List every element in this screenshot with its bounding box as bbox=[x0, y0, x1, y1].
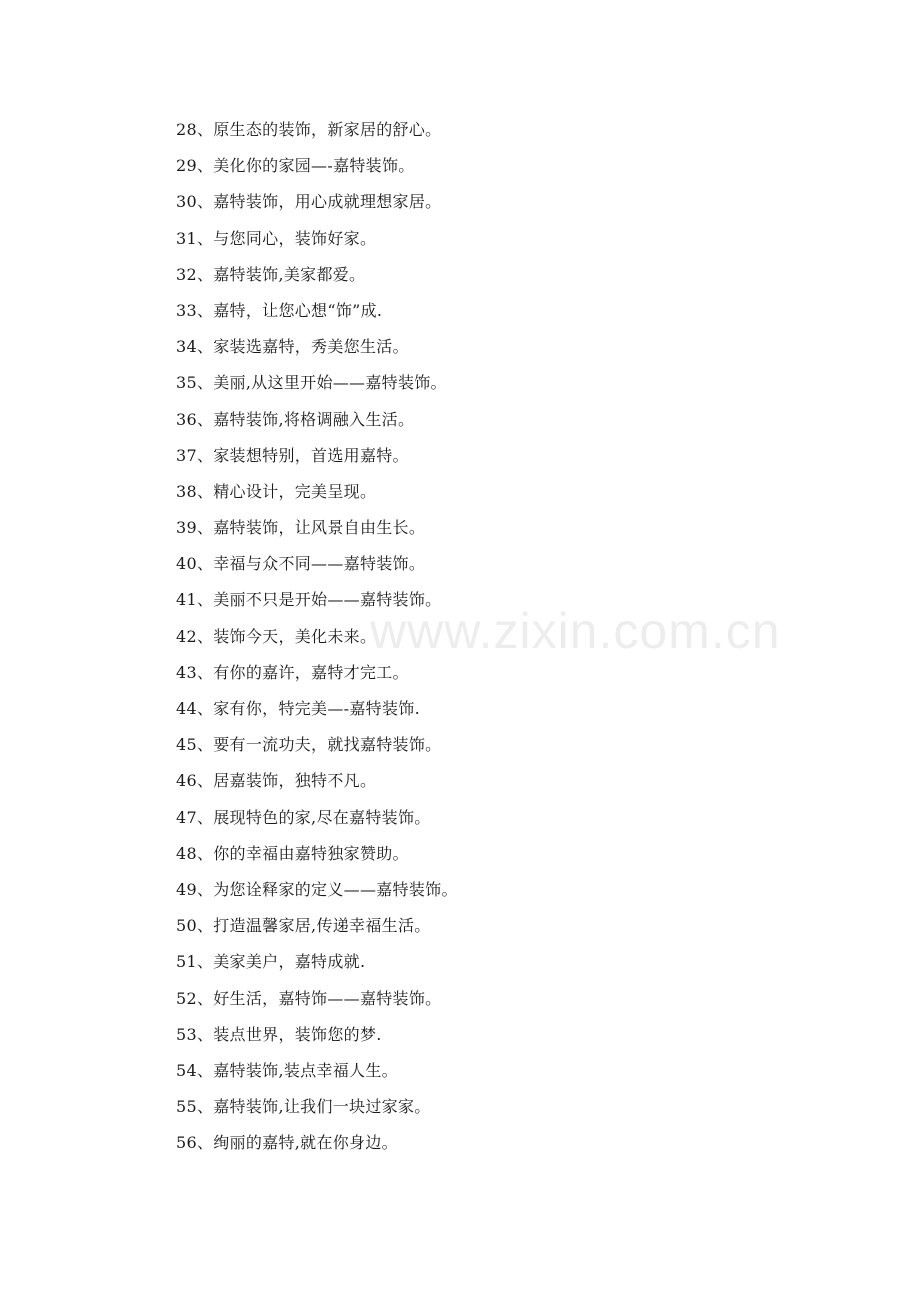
list-item: 30、嘉特装饰，用心成就理想家居。 bbox=[176, 192, 442, 212]
slogan-list bbox=[176, 117, 458, 1166]
list-item: 38、精心设计，完美呈现。 bbox=[176, 481, 377, 501]
list-item: 45、要有一流功夫，就找嘉特装饰。 bbox=[176, 735, 442, 755]
list-item: 29、美化你的家园—-嘉特装饰。 bbox=[176, 156, 415, 176]
list-item: 42、装饰今天，美化未来。 bbox=[176, 626, 377, 646]
watermark: www.zixin.com.cn bbox=[370, 603, 781, 659]
list-item: 33、嘉特，让您心想“饰”成. bbox=[176, 300, 383, 320]
list-item: 44、家有你，特完美—-嘉特装饰. bbox=[176, 699, 420, 718]
list-item: 39、嘉特装饰，让风景自由生长。 bbox=[176, 518, 426, 538]
list-item: 36、嘉特装饰,将格调融入生活。 bbox=[176, 409, 415, 429]
list-item: 47、展现特色的家,尽在嘉特装饰。 bbox=[176, 807, 431, 827]
list-item: 49、为您诠释家的定义——嘉特装饰。 bbox=[176, 879, 458, 899]
list-item: 31、与您同心，装饰好家。 bbox=[176, 228, 377, 248]
list-item: 41、美丽不只是开始——嘉特装饰。 bbox=[176, 590, 442, 610]
list-item: 32、嘉特装饰,美家都爱。 bbox=[176, 264, 366, 284]
list-item: 28、原生态的装饰，新家居的舒心。 bbox=[176, 120, 442, 139]
list-item: 50、打造温馨家居,传递幸福生活。 bbox=[176, 916, 431, 936]
list-item: 52、好生活，嘉特饰——嘉特装饰。 bbox=[176, 988, 442, 1008]
list-item: 40、幸福与众不同——嘉特装饰。 bbox=[176, 554, 426, 574]
list-item: 37、家装想特别，首选用嘉特。 bbox=[176, 445, 409, 465]
list-item: 53、装点世界，装饰您的梦. bbox=[176, 1024, 382, 1044]
list-item: 34、家装选嘉特，秀美您生活。 bbox=[176, 337, 409, 357]
list-item: 56、绚丽的嘉特,就在你身边。 bbox=[176, 1133, 398, 1153]
list-item: 43、有你的嘉许，嘉特才完工。 bbox=[176, 662, 409, 682]
list-item: 54、嘉特装饰,装点幸福人生。 bbox=[176, 1060, 398, 1080]
list-item: 35、美丽,从这里开始——嘉特装饰。 bbox=[176, 373, 447, 393]
list-item: 51、美家美户，嘉特成就. bbox=[176, 952, 366, 972]
list-item: 48、你的幸福由嘉特独家赞助。 bbox=[176, 843, 409, 863]
list-item: 46、居嘉装饰，独特不凡。 bbox=[176, 771, 377, 791]
list-item: 55、嘉特装饰,让我们一块过家家。 bbox=[176, 1097, 431, 1117]
